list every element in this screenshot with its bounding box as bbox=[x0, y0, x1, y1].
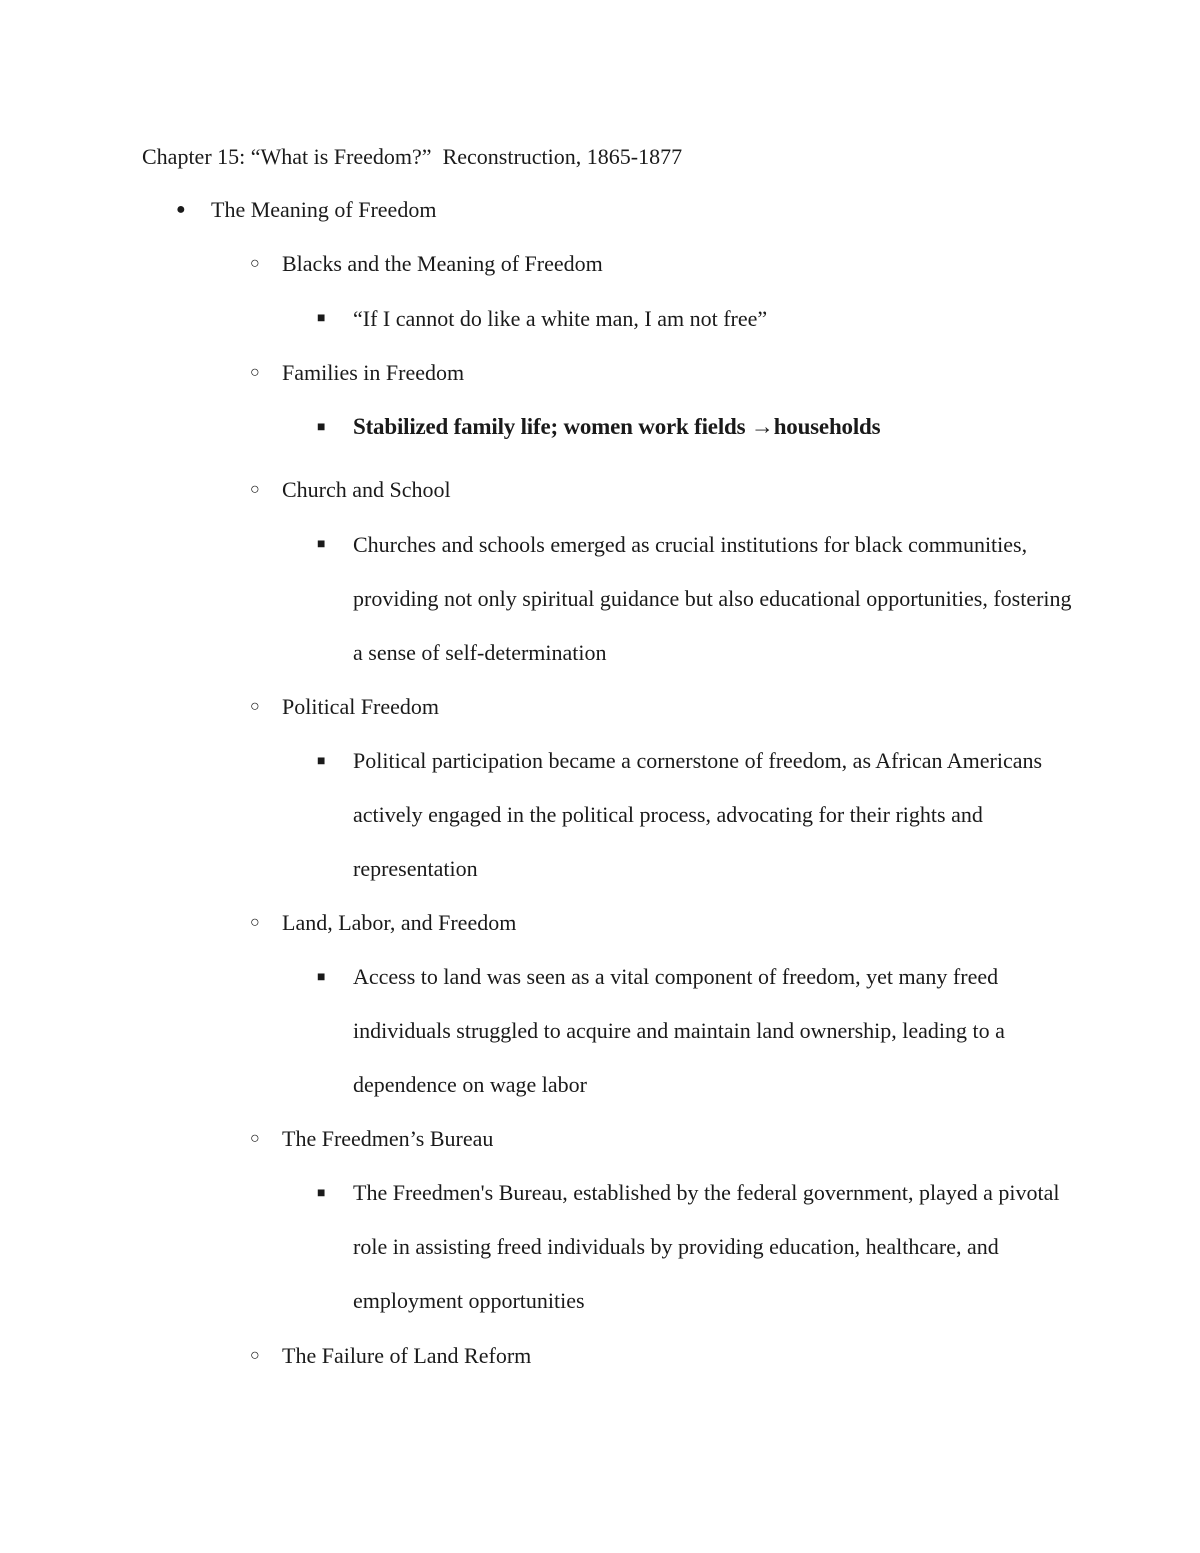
square-bullet-icon: ■ bbox=[317, 1186, 326, 1201]
hollow-bullet-icon: ○ bbox=[250, 1347, 260, 1364]
square-bullet-icon: ■ bbox=[317, 754, 326, 769]
subsection-point: Political participation became a cornerstone of freedom, as African Americans actively engaged in the political process, advocating for their rights and representation bbox=[353, 748, 1043, 881]
hollow-bullet-icon: ○ bbox=[250, 914, 260, 931]
square-bullet-icon: ■ bbox=[317, 537, 326, 552]
subsection-heading: The Freedmen’s Bureau bbox=[282, 1126, 494, 1151]
subsection-point: Churches and schools emerged as crucial institutions for black communities, providing not only spiritual guidance but also educational opportunities, fostering a sense of self-determination bbox=[353, 532, 1072, 665]
subsection-heading: Families in Freedom bbox=[282, 360, 465, 385]
subsection-point: Access to land was seen as a vital component of freedom, yet many freed individuals struggled to acquire and maintain land ownership, leading to a dependence on wage labor bbox=[353, 964, 1005, 1097]
subsection-heading: Blacks and the Meaning of Freedom bbox=[282, 251, 603, 276]
hollow-bullet-icon: ○ bbox=[250, 364, 260, 381]
subsection-heading: Church and School bbox=[282, 477, 451, 502]
subsection-heading: Land, Labor, and Freedom bbox=[282, 910, 517, 935]
subsection-heading: The Failure of Land Reform bbox=[282, 1343, 532, 1368]
hollow-bullet-icon: ○ bbox=[250, 255, 260, 272]
subsection-heading: Political Freedom bbox=[282, 694, 440, 719]
subsection-point: Stabilized family life; women work fields →households bbox=[353, 414, 881, 439]
subsection-point: The Freedmen's Bureau, established by the federal government, played a pivotal role in assisting freed individuals by providing education, healthcare, and employment opportunities bbox=[353, 1180, 1060, 1313]
hollow-bullet-icon: ○ bbox=[250, 481, 260, 498]
square-bullet-icon: ■ bbox=[317, 420, 326, 435]
bullet-icon: ● bbox=[176, 201, 186, 218]
subsection-point: “If I cannot do like a white man, I am not free” bbox=[353, 306, 768, 331]
square-bullet-icon: ■ bbox=[317, 311, 326, 326]
page-title: Chapter 15: “What is Freedom?” Reconstruction, 1865-1877 bbox=[142, 144, 683, 169]
hollow-bullet-icon: ○ bbox=[250, 1130, 260, 1147]
hollow-bullet-icon: ○ bbox=[250, 698, 260, 715]
square-bullet-icon: ■ bbox=[317, 970, 326, 985]
section-heading: The Meaning of Freedom bbox=[211, 197, 437, 222]
